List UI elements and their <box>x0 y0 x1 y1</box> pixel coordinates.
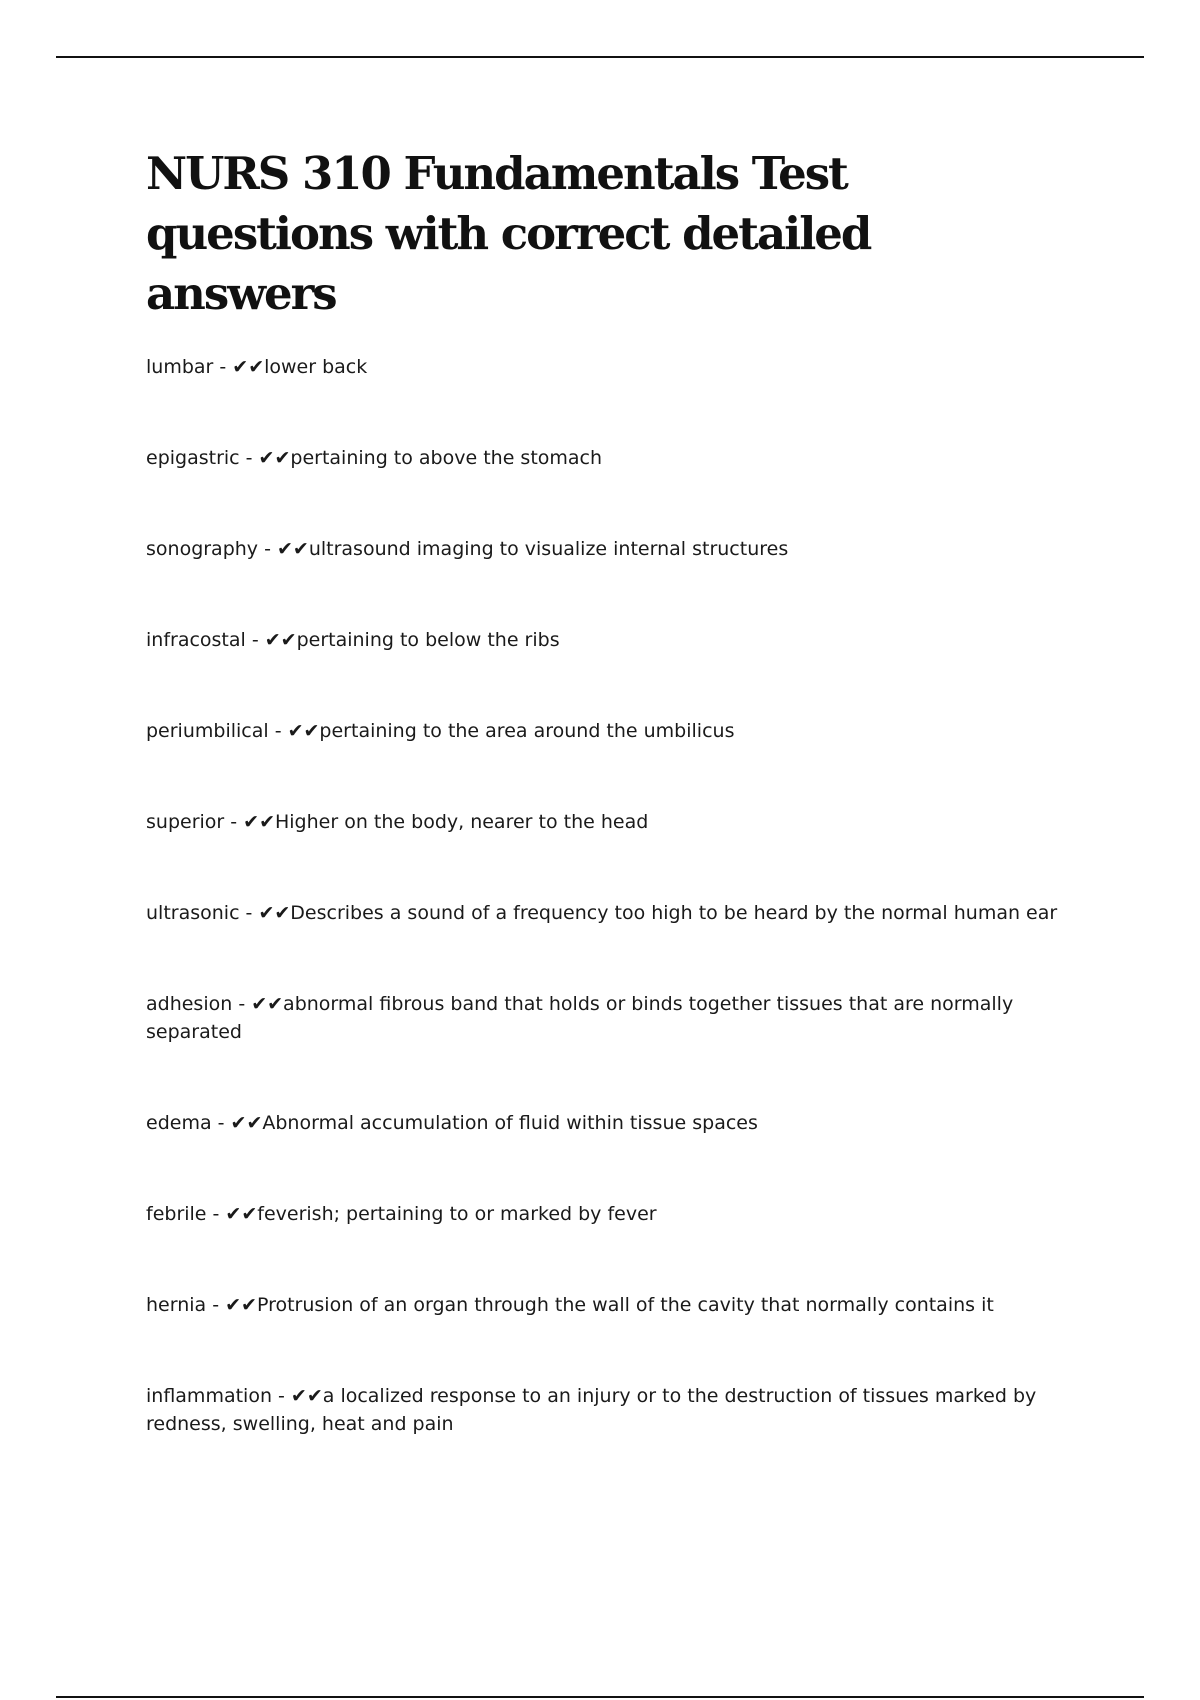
qa-item-edema: edema - ✔✔Abnormal accumulation of fluid within tissue spaces <box>146 1112 758 1134</box>
qa-item-febrile: febrile - ✔✔feverish; pertaining to or marked by fever <box>146 1203 657 1225</box>
qa-list <box>146 353 1066 1501</box>
bottom-rule <box>56 1696 1144 1698</box>
document-title: NURS 310 Fundamentals Test questions with correct detailed answers <box>146 147 871 320</box>
qa-item-epigastric: epigastric - ✔✔pertaining to above the stomach <box>146 447 603 469</box>
qa-item-periumbilical: periumbilical - ✔✔pertaining to the area around the umbilicus <box>146 720 735 742</box>
qa-item-lumbar: lumbar - ✔✔lower back <box>146 356 368 378</box>
qa-item-infracostal: infracostal - ✔✔pertaining to below the ribs <box>146 629 560 651</box>
qa-item-sonography: sonography - ✔✔ultrasound imaging to visualize internal structures <box>146 538 789 560</box>
qa-item-adhesion: adhesion - ✔✔abnormal fibrous band that holds or binds together tissues that are normally separated <box>146 993 1014 1043</box>
qa-item-ultrasonic: ultrasonic - ✔✔Describes a sound of a frequency too high to be heard by the normal human ear <box>146 902 1058 924</box>
top-rule <box>56 56 1144 58</box>
qa-item-inflammation: inflammation - ✔✔a localized response to an injury or to the destruction of tissues marked by redness, swelling, heat and pain <box>146 1385 1037 1435</box>
qa-item-superior: superior - ✔✔Higher on the body, nearer to the head <box>146 811 649 833</box>
qa-item-hernia: hernia - ✔✔Protrusion of an organ through the wall of the cavity that normally contains it <box>146 1294 994 1316</box>
